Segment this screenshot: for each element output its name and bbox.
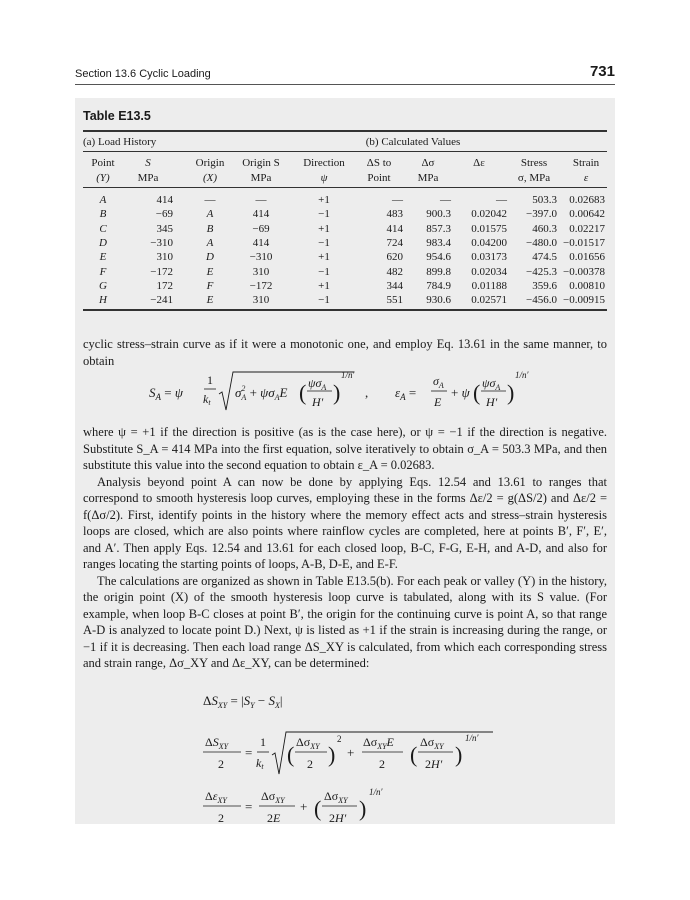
- svg-text:2H′: 2H′: [425, 757, 443, 771]
- table-header-cell: (X): [202, 172, 218, 184]
- table-header-cell: Direction: [303, 157, 345, 169]
- svg-text:=: =: [245, 745, 253, 760]
- svg-text:(: (: [410, 742, 418, 767]
- table-cell: 0.02217: [569, 222, 605, 235]
- table-header-cell: S: [145, 157, 151, 169]
- table-cell: −0.00915: [563, 294, 605, 307]
- paragraph-body: [83, 424, 607, 672]
- table-cell: −0.00378: [563, 265, 605, 278]
- table-header-cell: Stress: [520, 157, 548, 169]
- svg-text:ΔσXYE: $\Delta\sigma_{XY}E$: [363, 735, 394, 751]
- table-cell: 551: [386, 294, 403, 307]
- paragraph-text: The calculations are organized as shown in Table E13.5(b). For each peak or valley (Y) in the history, the origin point (X) of the smooth hysteresis loop curve is tabulated, along with its S value. (For example, when loop B-C closes at point B′, the origin for the continuing curve is point A, so that range A-D is analyzed to locate point D.) Next, ψ is listed as +1 if the strain is increasing during the range, or −1 if it is decreasing. Then each load range ΔS_XY is calculated, from which each corresponding stress and strain range, Δσ_XY and Δε_XY, can be determined:: [83, 573, 607, 670]
- svg-text:1: 1: [207, 373, 213, 387]
- svg-text:): ): [455, 742, 463, 767]
- table-cell: −1: [318, 294, 330, 307]
- table-header-cell: MPa: [250, 172, 272, 184]
- svg-text:ΔσXY: $\Delta\sigma_{XY}$: [420, 735, 444, 751]
- svg-text:1/n′: 1/n′: [341, 370, 355, 380]
- svg-text:1: 1: [260, 735, 266, 749]
- paragraph-intro: [83, 336, 607, 369]
- table-cell: 0.02683: [569, 194, 605, 206]
- table-cell: 930.6: [426, 294, 451, 307]
- svg-text:1/n′: 1/n′: [515, 370, 529, 380]
- table-cell: 954.6: [426, 251, 451, 264]
- table-cell: F: [206, 279, 214, 292]
- svg-text:2: 2: [218, 757, 224, 771]
- svg-text:1/n′: 1/n′: [369, 787, 383, 797]
- svg-text:ΔσXY: $\Delta\sigma_{XY}$: [296, 735, 320, 751]
- table-header-cell: ε: [583, 172, 589, 184]
- svg-text:): ): [333, 380, 341, 405]
- equation-delta-s-half: [203, 728, 503, 782]
- table-cell: 414: [252, 208, 270, 221]
- svg-text:SA = ψ: $S_A = \psi$: [149, 385, 183, 402]
- svg-text:2E: 2E: [267, 811, 281, 825]
- table-title: Table E13.5: [83, 109, 151, 123]
- svg-text:kt: kt: [256, 756, 264, 771]
- table-cell: +1: [318, 251, 330, 264]
- table-cell: E: [99, 251, 107, 264]
- table-cell: 172: [156, 279, 173, 292]
- table-cell: B: [99, 208, 107, 221]
- table-cell: 784.9: [426, 279, 451, 292]
- table-cell: 503.3: [532, 194, 557, 206]
- table-cell: 620: [386, 251, 403, 264]
- table-cell: −310: [150, 236, 173, 249]
- svg-text:E: E: [434, 395, 442, 409]
- equation-ea: [365, 366, 529, 422]
- table-cell: −1: [318, 236, 330, 249]
- svg-text:): ): [359, 796, 367, 821]
- table-cell: H: [99, 294, 107, 307]
- table-header-cell: Δσ: [421, 157, 435, 169]
- table-cell: 482: [386, 265, 403, 278]
- svg-text:ψσA: $\psi\sigma_A$: [482, 376, 501, 392]
- table-cell: —: [255, 194, 267, 206]
- table-cell: 0.02571: [471, 294, 507, 307]
- section-title: Section 13.6 Cyclic Loading: [75, 68, 211, 80]
- table-cell: 899.8: [426, 265, 451, 278]
- table-cell: 0.04200: [471, 236, 507, 249]
- equation-sa-svg: [149, 366, 359, 418]
- svg-text:ΔσXY: $\Delta\sigma_{XY}$: [324, 789, 348, 805]
- table-cell: −172: [249, 279, 273, 292]
- table-header-cell: Δε: [473, 157, 485, 169]
- table-header-cell: MPa: [417, 172, 439, 184]
- table-cell: D: [206, 251, 214, 264]
- svg-text:(: (: [314, 796, 322, 821]
- table-cell: −480.0: [526, 236, 557, 249]
- table-cell: —: [496, 194, 507, 206]
- table-bottom-rule: [83, 309, 607, 311]
- svg-text:1/n′: 1/n′: [465, 733, 479, 743]
- table-header-cell: Strain: [572, 157, 600, 169]
- equation-delta-s-half-svg: [203, 728, 503, 778]
- table-cell: −425.3: [526, 265, 557, 278]
- table-header-cell: σ, MPa: [517, 172, 551, 184]
- svg-text:ΔSXY = |SY − SX|: $\Delta S_{XY} = |S_Y - S_X|$: [203, 693, 283, 710]
- table-group-a: (a) Load History: [83, 136, 157, 148]
- table-cell: 414: [386, 222, 403, 235]
- table-cell: 0.01575: [471, 222, 507, 235]
- table-cell: +1: [318, 279, 330, 292]
- svg-text:H′: H′: [312, 395, 324, 409]
- table-header-cell: ψ: [320, 172, 328, 184]
- svg-text:2: 2: [307, 757, 313, 771]
- table-cell: —: [392, 194, 403, 206]
- table-cell: −1: [318, 265, 330, 278]
- equation-delta-s: [203, 688, 353, 718]
- svg-text:εA =: $\varepsilon_A$ =: [395, 385, 417, 402]
- svg-text:kt: kt: [203, 392, 211, 407]
- table-cell: E: [206, 294, 214, 307]
- table-header-cell: Origin S: [242, 157, 280, 169]
- example-box: [75, 98, 615, 824]
- table-cell: 310: [156, 251, 173, 264]
- table-cell: 0.03173: [471, 251, 507, 264]
- svg-text:2H′: 2H′: [329, 811, 347, 825]
- table-cell: A: [99, 194, 107, 206]
- table-cell: 344: [386, 279, 403, 292]
- equation-delta-e-half: [203, 782, 403, 836]
- svg-text:2: 2: [337, 734, 342, 744]
- svg-text:=: =: [245, 799, 253, 814]
- table-cell: 460.3: [532, 222, 557, 235]
- paragraph-text: cyclic stress–strain curve as if it were a monotonic one, and employ Eq. 13.61 in the same manner, to obtain: [83, 337, 607, 368]
- table-header-cell: Origin: [195, 157, 225, 169]
- svg-text:(: (: [299, 380, 307, 405]
- svg-text:(: (: [287, 742, 295, 767]
- table-cell: −172: [150, 265, 173, 278]
- svg-text:ΔσXY: $\Delta\sigma_{XY}$: [261, 789, 285, 805]
- svg-text:2: 2: [218, 811, 224, 825]
- equation-delta-s-svg: [203, 688, 353, 714]
- table-cell: C: [99, 222, 107, 235]
- table-group-rule: [83, 151, 607, 152]
- table-cell: 310: [252, 294, 270, 307]
- table-cell: −397.0: [526, 208, 557, 221]
- table-cell: +1: [318, 194, 330, 206]
- table-cell: 0.02042: [471, 208, 507, 221]
- svg-text:+: +: [300, 799, 308, 814]
- table-cell: −69: [252, 222, 270, 235]
- table-cell: 0.00642: [569, 208, 605, 221]
- table-header-cell: Point: [367, 172, 391, 184]
- table-cell: −310: [249, 251, 273, 264]
- table-cell: 483: [386, 208, 403, 221]
- paragraph-text: where ψ = +1 if the direction is positive (as is the case here), or ψ = −1 if the direction is negative. Substitute S_A = 414 MPa into the first equation, solve iteratively to obtain σ_A = 503.3 MPa, and then substitute this value into the second equation to obtain ε_A = 0.02683.: [83, 425, 607, 472]
- table-cell: E: [206, 265, 214, 278]
- table-cell: 414: [252, 236, 270, 249]
- svg-text:ψσA: $\psi\sigma_A$: [308, 376, 327, 392]
- table-cell: 857.3: [426, 222, 451, 235]
- table-group-b: (b) Calculated Values: [365, 136, 461, 148]
- svg-text:+: +: [347, 745, 355, 760]
- svg-text:+ ψ: + ψ: [451, 385, 470, 400]
- running-header: [75, 62, 615, 85]
- svg-text:ΔεXY: $\Delta\varepsilon_{XY}$: [205, 789, 227, 805]
- svg-text:H′: H′: [486, 395, 498, 409]
- table-cell: −456.0: [526, 294, 557, 307]
- equation-sa: [149, 366, 359, 422]
- paragraph-text: Analysis beyond point A can now be done by applying Eqs. 12.54 and 13.61 to ranges that correspond to smooth hysteresis loop curves, employing these in the forms Δε/2 = g(ΔS/2) and Δε/2 = f(Δσ/2). First, identify points in the history where the memory effect acts and stress–strain hysteresis loops are closed, which are also points where rainflow cycles are completed, here at points B′, F′, E′, and A′. Then apply Eqs. 12.54 and 13.61 for each closed loop, B-C, F-G, E-H, and A-D, and also for ranges locating the starting points of loops, A-B, D-E, and E-F.: [83, 474, 607, 571]
- table-cell: 983.4: [426, 236, 451, 249]
- table-cell: −0.01517: [563, 236, 605, 249]
- table-cell: +1: [318, 222, 330, 235]
- table-cell: A: [206, 208, 214, 221]
- table-top-rule: [83, 130, 607, 132]
- table-cell: —: [204, 194, 216, 206]
- svg-text:): ): [328, 742, 336, 767]
- svg-text:(: (: [473, 380, 481, 405]
- svg-text:σA: $\sigma_A$: [433, 374, 444, 390]
- svg-text:σ2A + ψσAE: $\sigma^2$ $A + \psi\sigma_AE$: [235, 384, 288, 402]
- table-cell: 474.5: [532, 251, 557, 264]
- table-cell: 724: [386, 236, 403, 249]
- table-cell: 345: [156, 222, 173, 235]
- table-header-cell: ΔS to: [366, 157, 392, 169]
- table-cell: F: [99, 265, 107, 278]
- table-cell: −1: [318, 208, 330, 221]
- table-header-rule: [83, 187, 607, 188]
- table-cell: 0.01656: [569, 251, 605, 264]
- table-cell: —: [440, 194, 451, 206]
- svg-text:,: ,: [365, 385, 369, 400]
- table-cell: −69: [155, 208, 173, 221]
- table-cell: 0.02034: [471, 265, 507, 278]
- table-header-cell: MPa: [137, 172, 159, 184]
- table-cell: 414: [156, 194, 173, 206]
- table-cell: 0.00810: [569, 279, 605, 292]
- svg-text:): ): [507, 380, 515, 405]
- svg-text:ΔSXY: $\Delta S_{XY}$: [205, 735, 229, 751]
- table-cell: −241: [150, 294, 173, 307]
- table-header-cell: Point: [91, 157, 115, 169]
- equation-delta-e-half-svg: [203, 782, 403, 832]
- table-cell: A: [206, 236, 214, 249]
- table-cell: 359.6: [532, 279, 557, 292]
- svg-text:2: 2: [379, 757, 385, 771]
- table-cell: 0.01188: [471, 279, 507, 292]
- table-cell: D: [99, 236, 107, 249]
- page-number: 731: [589, 63, 615, 80]
- table-cell: B: [206, 222, 214, 235]
- table-header-cell: (Y): [96, 172, 110, 184]
- table-cell: 310: [252, 265, 270, 278]
- equation-ea-svg: [365, 366, 529, 418]
- table-cell: G: [99, 279, 107, 292]
- table-cell: 900.3: [426, 208, 451, 221]
